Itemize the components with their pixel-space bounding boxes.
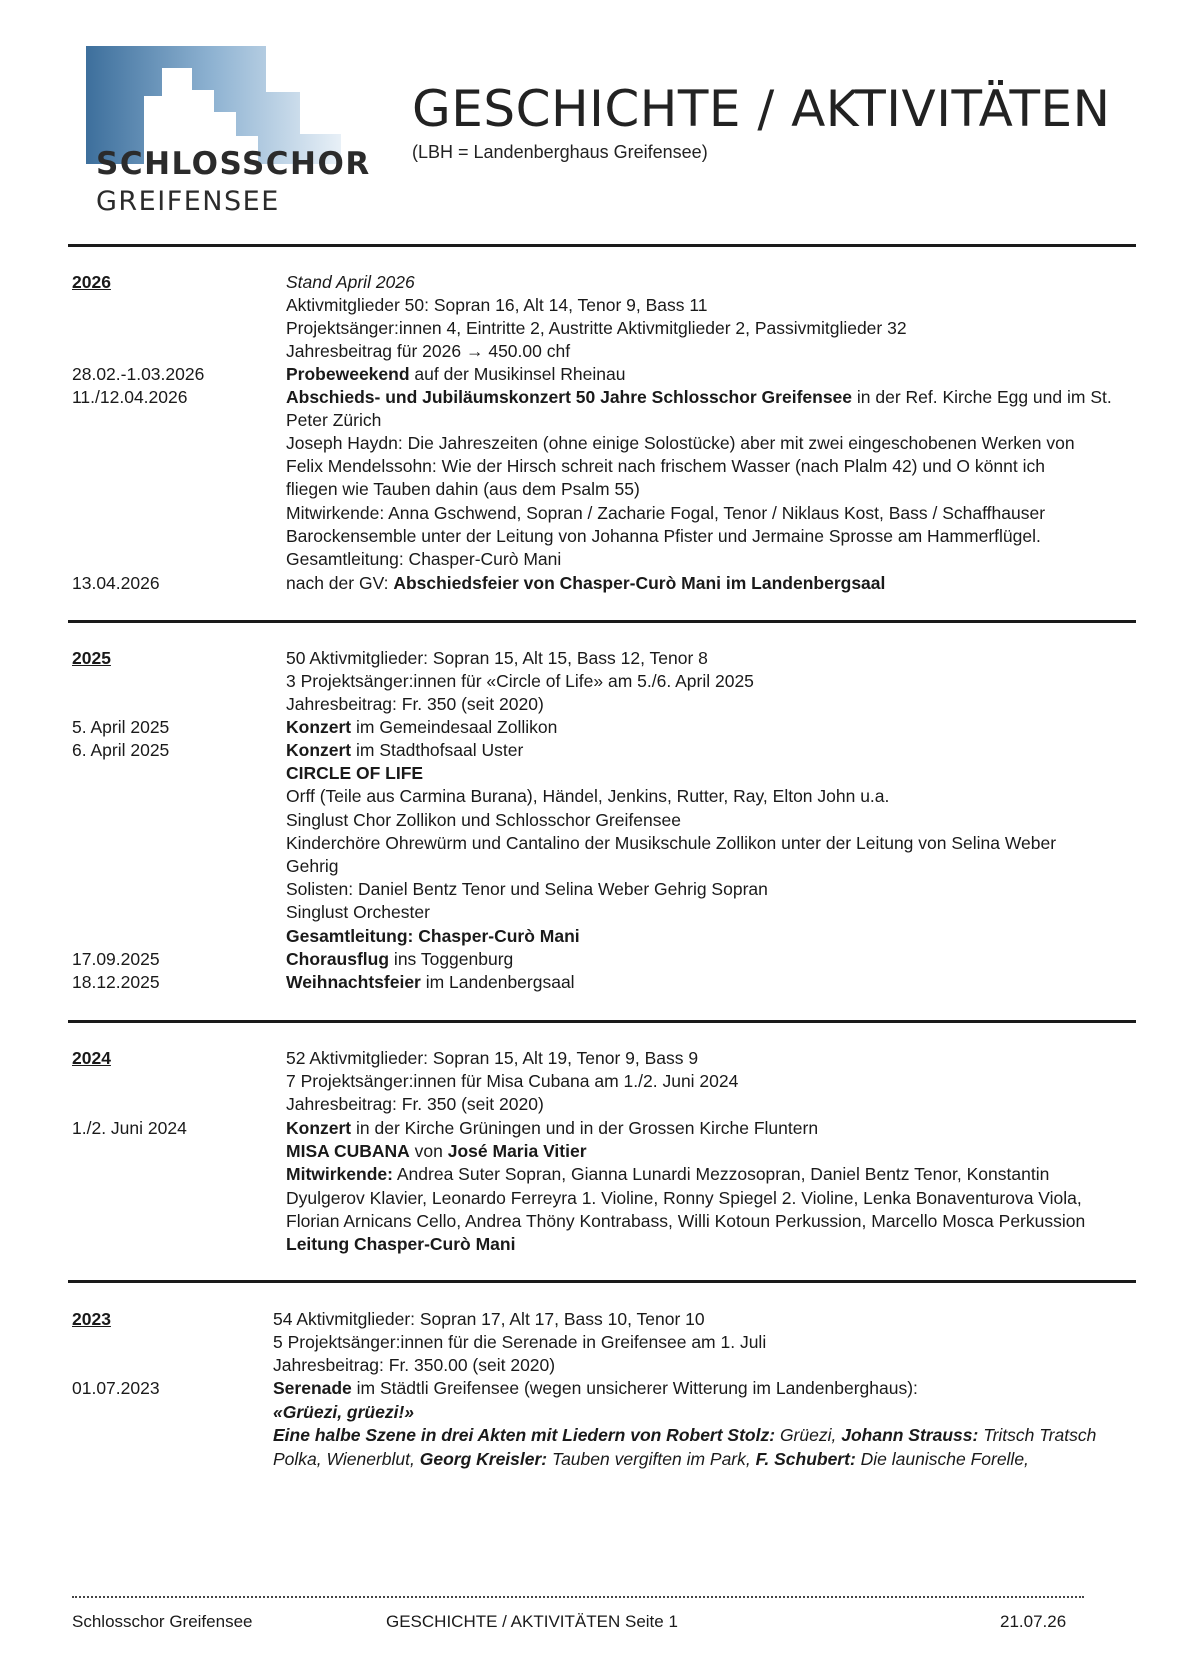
- text-line: von: [409, 1141, 448, 1161]
- text-line: Felix Mendelssohn: Wie der Hirsch schreit nach frischem Wasser (nach Plalm 42) und O könnt ich: [286, 456, 1045, 476]
- event-date: 28.02.-1.03.2026: [72, 364, 205, 384]
- text-line: Joseph Haydn: Die Jahreszeiten (ohne einige Solostücke) aber mit zwei eingeschobenen Werken von: [286, 433, 1075, 453]
- event-title: «Grüezi, grüezi!»: [273, 1402, 415, 1422]
- logo: [86, 46, 386, 216]
- text-line: im Stadthofsaal Uster: [351, 740, 524, 760]
- logo-sub: GREIFENSEE: [96, 186, 280, 217]
- year-label: 2025: [72, 648, 111, 668]
- text-line: Aktivmitglieder 50: Sopran 16, Alt 14, Tenor 9, Bass 11: [286, 295, 708, 315]
- text-line: Solisten: Daniel Bentz Tenor und Selina Weber Gehrig Sopran: [286, 879, 768, 899]
- logo-name: SCHLOSSCHOR: [96, 146, 371, 182]
- text-line: 52 Aktivmitglieder: Sopran 15, Alt 19, Tenor 9, Bass 9: [286, 1048, 699, 1068]
- text-line: 5 Projektsänger:innen für die Serenade in Greifensee am 1. Juli: [273, 1332, 767, 1352]
- text-line: Kinderchöre Ohrewürm und Cantalino der Musikschule Zollikon unter der Leitung von Selina Weber: [286, 833, 1057, 853]
- text-line: 50 Aktivmitglieder: Sopran 15, Alt 15, Bass 12, Tenor 8: [286, 648, 708, 668]
- page-subtitle: (LBH = Landenberghaus Greifensee): [412, 142, 708, 162]
- text-line: Projektsänger:innen 4, Eintritte 2, Austritte Aktivmitglieder 2, Passivmitglieder 32: [286, 318, 907, 338]
- text-line: Die launische Forelle,: [855, 1449, 1029, 1469]
- event-title: Weihnachtsfeier: [286, 972, 421, 992]
- event-date: 18.12.2025: [72, 972, 160, 992]
- text-line: Orff (Teile aus Carmina Burana), Händel, Jenkins, Rutter, Ray, Elton John u.a.: [286, 786, 890, 806]
- year-label: 2026: [72, 272, 111, 292]
- text-line: in der Kirche Grüningen und in der Grossen Kirche Fluntern: [351, 1118, 819, 1138]
- event-title: Chorausflug: [286, 949, 390, 969]
- text-line: Gehrig: [286, 856, 339, 876]
- text-line: 7 Projektsänger:innen für Misa Cubana am 1./2. Juni 2024: [286, 1071, 739, 1091]
- event-date: 17.09.2025: [72, 949, 160, 969]
- composer-name: José Maria Vitier: [447, 1141, 587, 1161]
- event-title: Konzert: [286, 717, 352, 737]
- divider: [68, 1020, 1136, 1023]
- event-date: 5. April 2025: [72, 717, 170, 737]
- event-title: Abschieds- und Jubiläumskonzert 50 Jahre Schlosschor Greifensee: [286, 387, 853, 407]
- text-line: Grüezi,: [775, 1425, 842, 1445]
- text-line: Eine halbe Szene in drei Akten mit Liedern von Robert Stolz:: [273, 1425, 776, 1445]
- text-line: Stand April 2026: [286, 272, 415, 292]
- page-title: GESCHICHTE / AKTIVITÄTEN: [412, 80, 1111, 138]
- text-line: ins Toggenburg: [389, 949, 514, 969]
- event-date: 6. April 2025: [72, 740, 170, 760]
- footer-center: GESCHICHTE / AKTIVITÄTEN Seite 1: [386, 1612, 678, 1631]
- event-title: Gesamtleitung: Chasper-Curò Mani: [286, 926, 580, 946]
- text-line: Jahresbeitrag für 2026 → 450.00 chf: [286, 341, 571, 361]
- event-title: Konzert: [286, 740, 352, 760]
- event-date: 1./2. Juni 2024: [72, 1118, 187, 1138]
- text-line: Tritsch Tratsch: [978, 1425, 1097, 1445]
- text-line: Andrea Suter Sopran, Gianna Lunardi Mezzosopran, Daniel Bentz Tenor, Konstantin: [392, 1164, 1050, 1184]
- text-line: Tauben vergiften im Park,: [547, 1449, 756, 1469]
- text-line: Florian Arnicans Cello, Andrea Thöny Kontrabass, Willi Kotoun Perkussion, Marcello Mosca Perkussion: [286, 1211, 1086, 1231]
- event-date: 13.04.2026: [72, 573, 160, 593]
- event-title: Leitung Chasper-Curò Mani: [286, 1234, 516, 1254]
- year-label: 2023: [72, 1309, 111, 1329]
- divider: [68, 1280, 1136, 1283]
- text-line: im Städtli Greifensee (wegen unsicherer Witterung im Landenberghaus):: [351, 1378, 918, 1398]
- event-title: Probeweekend: [286, 364, 410, 384]
- text-line: Jahresbeitrag: Fr. 350 (seit 2020): [286, 694, 544, 714]
- event-title: Abschiedsfeier von Chasper-Curò Mani im Landenbergsaal: [393, 573, 886, 593]
- composer-name: Johann Strauss:: [841, 1425, 979, 1445]
- event-title: Serenade: [273, 1378, 352, 1398]
- text-line: nach der GV:: [286, 573, 394, 593]
- text-line: Jahresbeitrag: Fr. 350 (seit 2020): [286, 1094, 544, 1114]
- text-line: Singlust Orchester: [286, 902, 430, 922]
- event-date: 11./12.04.2026: [72, 387, 188, 407]
- year-label: 2024: [72, 1048, 111, 1068]
- text-line: 54 Aktivmitglieder: Sopran 17, Alt 17, Bass 10, Tenor 10: [273, 1309, 705, 1329]
- text-line: Mitwirkende: Anna Gschwend, Sopran / Zacharie Fogal, Tenor / Niklaus Kost, Bass / Schaffhauser: [286, 503, 1046, 523]
- text-line: in der Ref. Kirche Egg und im St.: [852, 387, 1112, 407]
- text-line: Jahresbeitrag: Fr. 350.00 (seit 2020): [273, 1355, 556, 1375]
- text-line: im Gemeindesaal Zollikon: [351, 717, 558, 737]
- footer-date: 21.07.26: [1000, 1612, 1067, 1631]
- text-line: Barockensemble unter der Leitung von Johanna Pfister und Jermaine Sprosse am Hammerflügel.: [286, 526, 1041, 546]
- text-line: Gesamtleitung: Chasper-Curò Mani: [286, 549, 562, 569]
- event-title: MISA CUBANA: [286, 1141, 410, 1161]
- text-line: Dyulgerov Klavier, Leonardo Ferreyra 1. Violine, Ronny Spiegel 2. Violine, Lenka Bonaventurova Viola,: [286, 1188, 1082, 1208]
- text-line: Singlust Chor Zollikon und Schlosschor Greifensee: [286, 810, 681, 830]
- text-line: auf der Musikinsel Rheinau: [409, 364, 626, 384]
- event-date: 01.07.2023: [72, 1378, 160, 1398]
- text-line: Polka, Wienerblut,: [273, 1449, 420, 1469]
- event-title: Konzert: [286, 1118, 352, 1138]
- footer-left: Schlosschor Greifensee: [72, 1612, 253, 1631]
- text-line: Peter Zürich: [286, 410, 382, 430]
- divider: [68, 244, 1136, 247]
- text-line: im Landenbergsaal: [420, 972, 575, 992]
- label-mitwirkende: Mitwirkende:: [286, 1164, 393, 1184]
- text-line: 3 Projektsänger:innen für «Circle of Life» am 5./6. April 2025: [286, 671, 754, 691]
- composer-name: Georg Kreisler:: [419, 1449, 548, 1469]
- divider: [68, 620, 1136, 623]
- footer-divider: [72, 1596, 1084, 1598]
- text-line: fliegen wie Tauben dahin (aus dem Psalm 55): [286, 479, 640, 499]
- event-title: CIRCLE OF LIFE: [286, 763, 424, 783]
- composer-name: F. Schubert:: [755, 1449, 856, 1469]
